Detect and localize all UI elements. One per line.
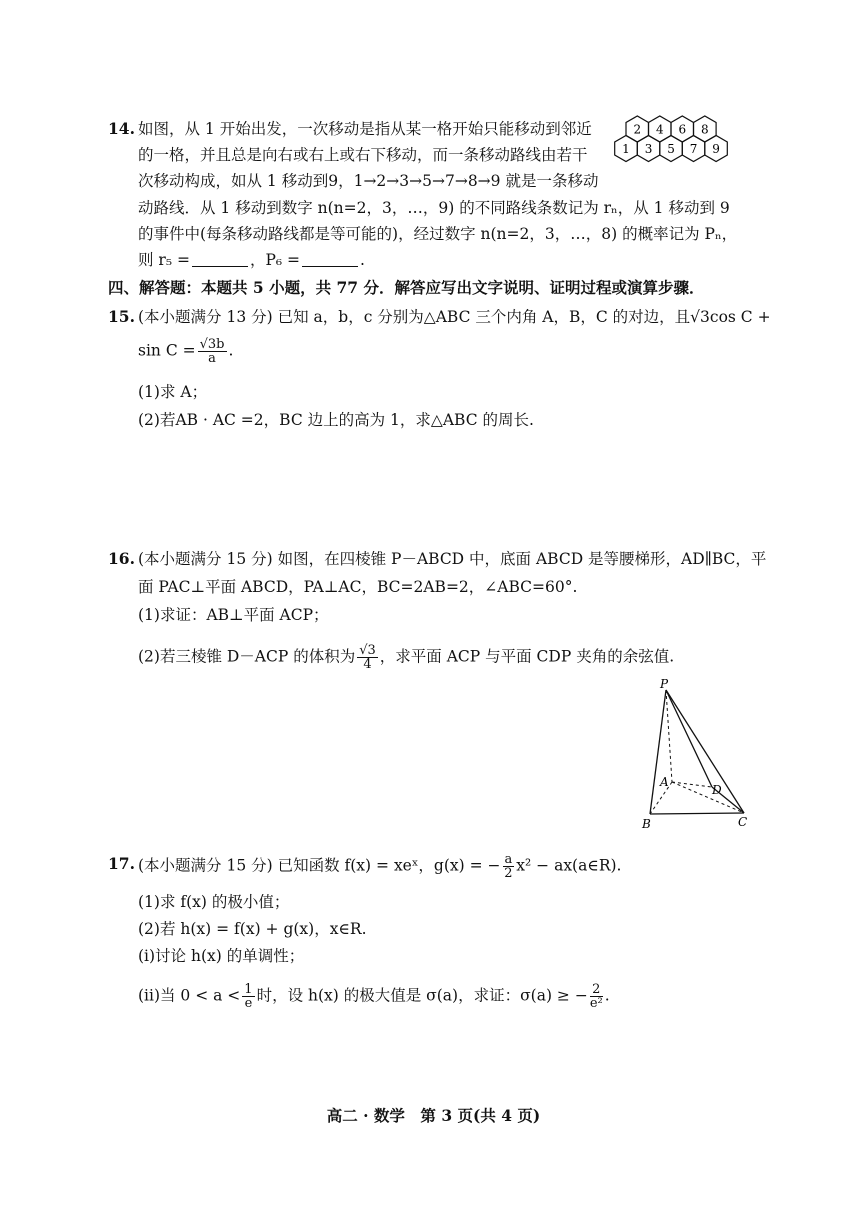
q17-fraction-2-over-e2: $\frac{2}{\text{e²}}$ bbox=[589, 982, 603, 1011]
q14-line-1: 如图，从 1 开始出发，一次移动是指从某一格开始只能移动到邻近 bbox=[138, 120, 592, 138]
label-c: C bbox=[738, 815, 748, 829]
edge-pb bbox=[650, 690, 666, 814]
q17-part-1: (1)求 f(x) 的极小值； bbox=[138, 893, 290, 911]
edge-pc bbox=[666, 690, 744, 813]
pyramid-figure bbox=[636, 676, 766, 836]
q15-part-1: (1)求 A； bbox=[138, 383, 208, 401]
page-footer: 高二 · 数学 第 3 页(共 4 页) bbox=[326, 1106, 541, 1125]
hex-label-7: 7 bbox=[689, 142, 698, 156]
section-4-heading: 四、解答题：本题共 5 小题，共 77 分．解答应写出文字说明、证明过程或演算步骤． bbox=[108, 278, 705, 297]
q14-number: 14. bbox=[108, 119, 135, 138]
hex-label-5: 5 bbox=[667, 142, 675, 156]
edge-bc bbox=[650, 813, 744, 814]
q15-line-2: sin C = $\frac{√3b}{a}$ . bbox=[138, 337, 234, 366]
hex-label-8: 8 bbox=[700, 122, 709, 137]
q17-part-2: (2)若 h(x) = f(x) + g(x)，x∈R. bbox=[138, 920, 367, 938]
hex-label-9: 9 bbox=[712, 142, 720, 156]
q17-line-1: (本小题满分 15 分) 已知函数 f(x) = xeˣ，g(x) = − $\frac{a}{2}$ x² − ax(a∈R). bbox=[138, 852, 622, 881]
hex-label-1: 1 bbox=[622, 142, 630, 156]
hexagon-grid-figure bbox=[612, 112, 752, 168]
q15-line-1: (本小题满分 13 分) 已知 a，b，c 分别为△ABC 三个内角 A，B，C 的对边，且√3cos C + bbox=[138, 308, 771, 326]
label-p: P bbox=[660, 677, 669, 691]
q16-fraction: $\frac{√3}{4}$ bbox=[359, 643, 376, 672]
q17-part-ii: (ii)当 0 < a < $\frac{1}{e}$ 时，设 h(x) 的极大值是 σ(a)，求证：σ(a) ≥ − $\frac{2}{\text{e²}}$ . bbox=[138, 982, 610, 1011]
q17-part-i: (i)讨论 h(x) 的单调性； bbox=[138, 947, 305, 965]
hex-label-2: 2 bbox=[633, 122, 642, 137]
hex-label-6: 6 bbox=[678, 122, 687, 137]
q14-answer-line: 则 r₅ = ，P₆ = . bbox=[138, 251, 365, 269]
q15-fraction: $\frac{√3b}{a}$ bbox=[199, 337, 225, 366]
p6-answer-blank[interactable] bbox=[302, 252, 358, 267]
label-b: B bbox=[642, 817, 651, 831]
edge-pd bbox=[666, 690, 712, 787]
q14-line-3: 次移动构成，如从 1 移动到9，1→2→3→5→7→8→9 就是一条移动 bbox=[138, 172, 599, 190]
hex-label-3: 3 bbox=[644, 142, 653, 156]
q17-number: 17. bbox=[108, 854, 135, 873]
q14-line-5: 的事件中(每条移动路线都是等可能的)，经过数字 n(n=2，3，…，8) 的概率记为 Pₙ， bbox=[138, 225, 738, 243]
q14-line-2: 的一格，并且总是向右或右上或右下移动，而一条移动路线由若干 bbox=[138, 146, 588, 164]
hex-label-4: 4 bbox=[655, 122, 664, 137]
q16-line-2: 面 PAC⊥平面 ABCD，PA⊥AC，BC=2AB=2，∠ABC=60°. bbox=[138, 578, 578, 596]
q14-line-4: 动路线．从 1 移动到数字 n(n=2，3，…，9) 的不同路线条数记为 rₙ，从 1 移动到 9 bbox=[138, 199, 730, 217]
q15-part-2: (2)若AB · AC =2，BC 边上的高为 1，求△ABC 的周长. bbox=[138, 411, 534, 429]
q15-number: 15. bbox=[108, 307, 135, 326]
q16-line-1: (本小题满分 15 分) 如图，在四棱锥 P－ABCD 中，底面 ABCD 是等腰梯形，AD∥BC，平 bbox=[138, 550, 767, 568]
edge-pa-dashed bbox=[666, 690, 672, 782]
q16-part-1: (1)求证：AB⊥平面 ACP； bbox=[138, 606, 329, 624]
label-d: D bbox=[712, 783, 722, 797]
q17-fraction-1-over-e: $\frac{1}{e}$ bbox=[244, 982, 253, 1011]
label-a: A bbox=[660, 775, 669, 789]
r5-answer-blank[interactable] bbox=[192, 252, 248, 267]
q16-part-2: (2)若三棱锥 D－ACP 的体积为 $\frac{√3}{4}$ ，求平面 ACP 与平面 CDP 夹角的余弦值. bbox=[138, 643, 675, 672]
q16-number: 16. bbox=[108, 549, 135, 568]
q17-fraction-a-over-2: $\frac{a}{2}$ bbox=[504, 852, 513, 881]
